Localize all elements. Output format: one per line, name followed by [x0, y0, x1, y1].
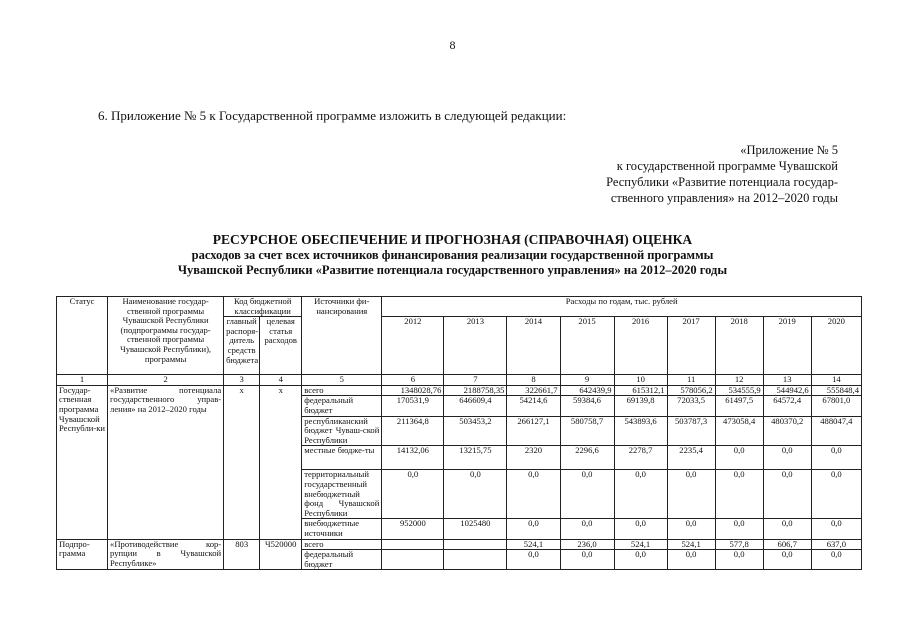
header-sources: Источники фи-нансирования — [302, 297, 382, 375]
value-cell: 0,0 — [507, 470, 560, 519]
column-number: 10 — [614, 375, 667, 386]
header-year: 2013 — [444, 317, 507, 375]
value-cell: 524,1 — [667, 539, 715, 550]
value-cell: 0,0 — [444, 470, 507, 519]
column-number: 9 — [560, 375, 614, 386]
value-cell: 0,0 — [614, 470, 667, 519]
value-cell: 0,0 — [560, 470, 614, 519]
value-cell: 646609,4 — [444, 396, 507, 416]
value-cell: 67801,0 — [811, 396, 861, 416]
value-cell — [382, 550, 444, 570]
program-status: Государ-ственная программа Чувашской Республи-ки — [57, 385, 108, 539]
column-number: 5 — [302, 375, 382, 386]
value-cell: 524,1 — [614, 539, 667, 550]
value-cell: 615312,1 — [614, 385, 667, 396]
value-cell: 2278,7 — [614, 446, 667, 470]
subprogram-name: «Противодействие кор-рупции в Чувашской Республике» — [108, 539, 224, 570]
appendix-reference — [570, 142, 838, 206]
value-cell: 0,0 — [715, 550, 763, 570]
value-cell: 0,0 — [763, 470, 811, 519]
value-cell: 0,0 — [667, 470, 715, 519]
column-number: 12 — [715, 375, 763, 386]
appendix-line: «Приложение № 5 — [740, 143, 838, 157]
value-cell: 2320 — [507, 446, 560, 470]
value-cell: 0,0 — [715, 470, 763, 519]
value-cell — [444, 539, 507, 550]
value-cell: 580758,7 — [560, 416, 614, 446]
source-label: всего — [302, 539, 382, 550]
value-cell: 54214,6 — [507, 396, 560, 416]
value-cell: 61497,5 — [715, 396, 763, 416]
value-cell: 606,7 — [763, 539, 811, 550]
subprogram-target-item: Ч520000 — [260, 539, 302, 570]
table-row — [57, 385, 862, 396]
value-cell: 577,8 — [715, 539, 763, 550]
column-number: 2 — [108, 375, 224, 386]
header-year: 2014 — [507, 317, 560, 375]
value-cell: 543893,6 — [614, 416, 667, 446]
value-cell: 72033,5 — [667, 396, 715, 416]
value-cell — [382, 539, 444, 550]
value-cell: 2296,6 — [560, 446, 614, 470]
intro-paragraph: 6. Приложение № 5 к Государственной программе изложить в следующей редакции: — [98, 108, 567, 123]
value-cell: 0,0 — [667, 519, 715, 539]
value-cell: 0,0 — [507, 519, 560, 539]
value-cell: 13215,75 — [444, 446, 507, 470]
value-cell: 2235,4 — [667, 446, 715, 470]
header-year: 2015 — [560, 317, 614, 375]
header-year: 2018 — [715, 317, 763, 375]
value-cell: 59384,6 — [560, 396, 614, 416]
column-number: 4 — [260, 375, 302, 386]
header-status: Статус — [57, 297, 108, 375]
value-cell: 0,0 — [763, 446, 811, 470]
value-cell: 266127,1 — [507, 416, 560, 446]
value-cell: 555848,4 — [811, 385, 861, 396]
value-cell: 0,0 — [715, 519, 763, 539]
column-number-row — [57, 375, 862, 386]
value-cell: 0,0 — [560, 519, 614, 539]
appendix-line: Республики «Развитие потенциала государ- — [606, 175, 838, 189]
header-year: 2016 — [614, 317, 667, 375]
column-number: 7 — [444, 375, 507, 386]
value-cell: 236,0 — [560, 539, 614, 550]
value-cell: 1025480 — [444, 519, 507, 539]
value-cell: 0,0 — [560, 550, 614, 570]
title-line-1: РЕСУРСНОЕ ОБЕСПЕЧЕНИЕ И ПРОГНОЗНАЯ (СПРАВОЧНАЯ) ОЦЕНКА — [212, 232, 693, 247]
value-cell: 0,0 — [811, 519, 861, 539]
title-line-3: Чувашской Республики «Развитие потенциала государственного управления» на 2012–2020 годы — [177, 263, 728, 277]
column-number: 8 — [507, 375, 560, 386]
value-cell: 0,0 — [763, 519, 811, 539]
source-label: местные бюдже-ты — [302, 446, 382, 470]
value-cell — [444, 550, 507, 570]
source-label: всего — [302, 385, 382, 396]
header-target-item: целевая статья расходов — [260, 317, 302, 375]
value-cell: 211364,8 — [382, 416, 444, 446]
value-cell: 0,0 — [614, 519, 667, 539]
value-cell: 544942,6 — [763, 385, 811, 396]
column-number: 11 — [667, 375, 715, 386]
value-cell: 503453,2 — [444, 416, 507, 446]
program-target-item: x — [260, 385, 302, 539]
value-cell: 2188758,35 — [444, 385, 507, 396]
value-cell: 637,0 — [811, 539, 861, 550]
subprogram-main-manager: 803 — [224, 539, 260, 570]
appendix-line: ственного управления» на 2012–2020 годы — [610, 191, 838, 205]
value-cell: 488047,4 — [811, 416, 861, 446]
value-cell: 0,0 — [667, 550, 715, 570]
value-cell: 578056,2 — [667, 385, 715, 396]
source-label: федеральный бюджет — [302, 396, 382, 416]
value-cell: 952000 — [382, 519, 444, 539]
title-line-2: расходов за счет всех источников финансирования реализации государственной программы — [191, 248, 714, 262]
value-cell: 170531,9 — [382, 396, 444, 416]
header-expenses: Расходы по годам, тыс. рублей — [382, 297, 862, 317]
header-budget-code: Код бюджетной классификации — [224, 297, 302, 317]
value-cell: 0,0 — [382, 470, 444, 519]
column-number: 14 — [811, 375, 861, 386]
table-row — [57, 539, 862, 550]
header-year: 2017 — [667, 317, 715, 375]
value-cell: 473058,4 — [715, 416, 763, 446]
header-main-manager: главный распоря-дитель средств бюджета — [224, 317, 260, 375]
value-cell: 0,0 — [507, 550, 560, 570]
value-cell: 0,0 — [614, 550, 667, 570]
value-cell: 0,0 — [811, 550, 861, 570]
value-cell: 0,0 — [715, 446, 763, 470]
value-cell: 69139,8 — [614, 396, 667, 416]
column-number: 13 — [763, 375, 811, 386]
source-label: федеральный бюджет — [302, 550, 382, 570]
document-title — [0, 232, 905, 278]
subprogram-status: Подпро-грамма — [57, 539, 108, 570]
header-year: 2020 — [811, 317, 861, 375]
page-number: 8 — [449, 38, 456, 52]
value-cell: 524,1 — [507, 539, 560, 550]
source-label: республиканский бюджет Чуваш-ской Республики — [302, 416, 382, 446]
value-cell: 1348028,76 — [382, 385, 444, 396]
value-cell: 480370,2 — [763, 416, 811, 446]
column-number: 3 — [224, 375, 260, 386]
appendix-line: к государственной программе Чувашской — [616, 159, 838, 173]
value-cell: 642439,9 — [560, 385, 614, 396]
value-cell: 0,0 — [811, 446, 861, 470]
value-cell: 322661,7 — [507, 385, 560, 396]
source-label: территориальный государственный внебюджетный фонд Чувашской Республики — [302, 470, 382, 519]
value-cell: 0,0 — [763, 550, 811, 570]
header-year: 2019 — [763, 317, 811, 375]
column-number: 6 — [382, 375, 444, 386]
value-cell: 64572,4 — [763, 396, 811, 416]
resource-table — [56, 296, 862, 570]
header-year: 2012 — [382, 317, 444, 375]
value-cell: 14132,06 — [382, 446, 444, 470]
value-cell: 503787,3 — [667, 416, 715, 446]
column-number: 1 — [57, 375, 108, 386]
program-name: «Развитие потенциала государственного управ-ления» на 2012–2020 годы — [108, 385, 224, 539]
header-name: Наименование государ-ственной программы Чувашской Республики (подпрограммы государ-ственной программы Чувашской Республики), программы — [108, 297, 224, 375]
source-label: внебюджетные источники — [302, 519, 382, 539]
value-cell: 534555,9 — [715, 385, 763, 396]
program-main-manager: x — [224, 385, 260, 539]
value-cell: 0,0 — [811, 470, 861, 519]
